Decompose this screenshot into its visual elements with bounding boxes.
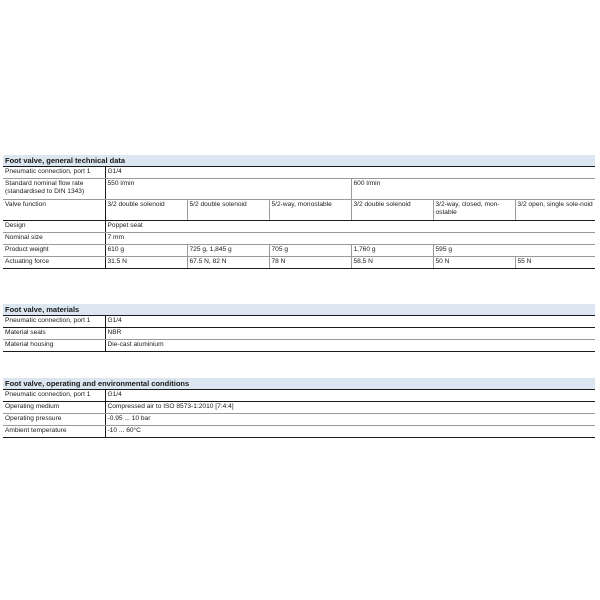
valve-function-value: 5/2-way, monostable [269, 200, 351, 221]
product-weight-value: 705 g [269, 245, 351, 257]
table-row [3, 328, 595, 340]
flow-rate-value-2: 600 l/min [351, 179, 595, 200]
materials-table [3, 316, 595, 352]
actuating-force-value: 55 N [515, 257, 595, 269]
table-row [3, 316, 595, 328]
actuating-force-value: 31.5 N [105, 257, 187, 269]
product-weight-value: 1,760 g [351, 245, 433, 257]
ambient-temperature-value: -10 ... 60°C [105, 426, 595, 438]
valve-function-value: 3/2 double solenoid [351, 200, 433, 221]
table-row [3, 414, 595, 426]
actuating-force-value: 58.5 N [351, 257, 433, 269]
materials-section [3, 304, 595, 352]
pneumatic-connection-label: Pneumatic connection, port 1 [3, 316, 105, 328]
table-row [3, 221, 595, 233]
actuating-force-value: 78 N [269, 257, 351, 269]
conditions-section-title: Foot valve, operating and environmental conditions [3, 378, 595, 390]
table-row [3, 390, 595, 402]
operating-pressure-value: -0.95 ... 10 bar [105, 414, 595, 426]
table-row [3, 426, 595, 438]
material-seals-label: Material seals [3, 328, 105, 340]
nominal-size-value: 7 mm [105, 233, 595, 245]
general-section-title: Foot valve, general technical data [3, 155, 595, 167]
table-row [3, 257, 595, 269]
table-row [3, 233, 595, 245]
valve-function-value: 3/2-way, closed, mon-ostable [433, 200, 515, 221]
nominal-size-label: Nominal size [3, 233, 105, 245]
flow-rate-label: Standard nominal flow rate (standardised to DIN 1343) [3, 179, 105, 200]
product-weight-value: 610 g [105, 245, 187, 257]
table-row [3, 340, 595, 352]
table-row [3, 179, 595, 200]
material-seals-value: NBR [105, 328, 595, 340]
actuating-force-value: 50 N [433, 257, 515, 269]
material-housing-value: Die-cast aluminium [105, 340, 595, 352]
actuating-force-value: 67.5 N, 82 N [187, 257, 269, 269]
pneumatic-connection-value: G1/4 [105, 316, 595, 328]
valve-function-label: Valve function [3, 200, 105, 221]
conditions-section [3, 378, 595, 438]
ambient-temperature-label: Ambient temperature [3, 426, 105, 438]
operating-medium-value: Compressed air to ISO 8573-1:2010 [7:4:4] [105, 402, 595, 414]
table-row [3, 167, 595, 179]
product-weight-value: 595 g [433, 245, 595, 257]
product-weight-value: 725 g, 1,845 g [187, 245, 269, 257]
table-row [3, 200, 595, 221]
valve-function-value: 5/2 double solenoid [187, 200, 269, 221]
operating-pressure-label: Operating pressure [3, 414, 105, 426]
flow-rate-value-1: 550 l/min [105, 179, 351, 200]
table-row [3, 402, 595, 414]
design-value: Poppet seat [105, 221, 595, 233]
material-housing-label: Material housing [3, 340, 105, 352]
conditions-table [3, 390, 595, 438]
pneumatic-connection-value: G1/4 [105, 390, 595, 402]
general-technical-data-section [3, 155, 595, 269]
pneumatic-connection-label: Pneumatic connection, port 1 [3, 167, 105, 179]
product-weight-label: Product weight [3, 245, 105, 257]
table-row [3, 245, 595, 257]
valve-function-value: 3/2 double solenoid [105, 200, 187, 221]
materials-section-title: Foot valve, materials [3, 304, 595, 316]
pneumatic-connection-value: G1/4 [105, 167, 595, 179]
pneumatic-connection-label: Pneumatic connection, port 1 [3, 390, 105, 402]
general-data-table [3, 167, 595, 269]
actuating-force-label: Actuating force [3, 257, 105, 269]
valve-function-value: 3/2 open, single sole-noid [515, 200, 595, 221]
design-label: Design [3, 221, 105, 233]
operating-medium-label: Operating medium [3, 402, 105, 414]
